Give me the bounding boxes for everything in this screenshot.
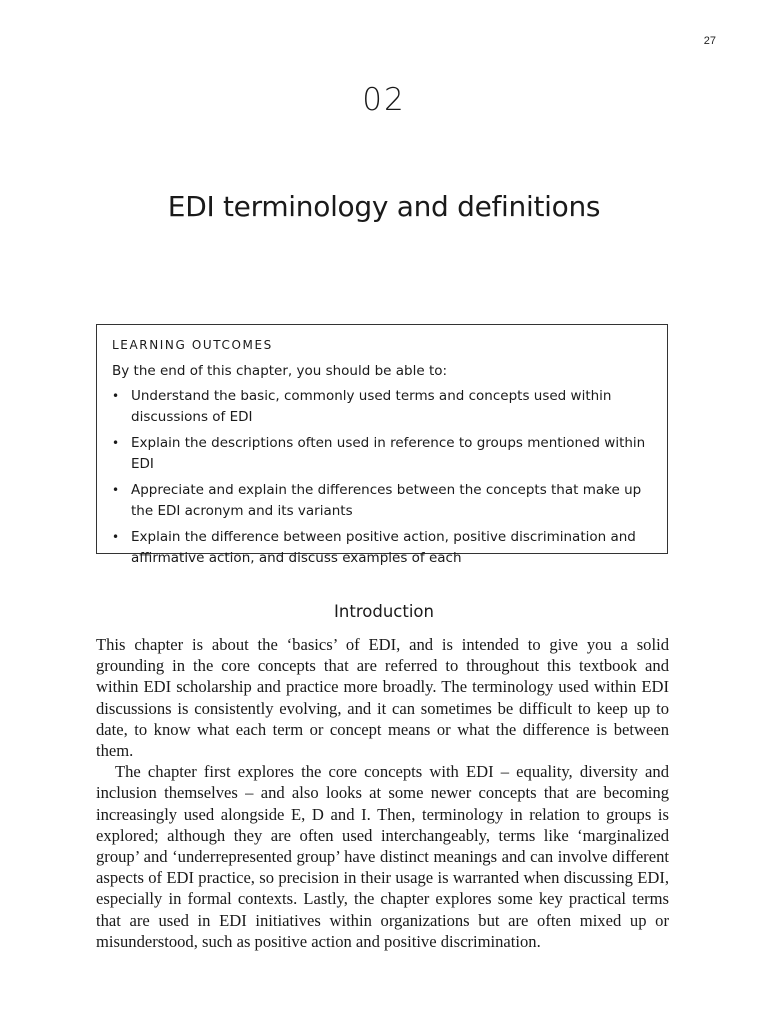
bullet-icon: •: [112, 389, 120, 403]
body-paragraph: The chapter first explores the core concepts with EDI – equality, diversity and inclusion themselves – and also looks at some newer concepts that are becoming increasingly used alongside E, D and I. Then, terminology in relation to groups is explored; although they are often used interchangeably, terms like ‘marginalized group’ and ‘underrepresented group’ have distinct meanings and can involve different aspects of EDI practice, so precision in their usage is warranted when discussing EDI, especially in formal contexts. Lastly, the chapter explores some key practical terms that are used in EDI initiatives within organizations but are often mixed up or misunderstood, such as positive action and positive discrimination.: [96, 762, 669, 951]
learning-outcomes-list: [112, 386, 651, 569]
bullet-icon: •: [112, 530, 120, 544]
learning-outcomes-intro: By the end of this chapter, you should be able to:: [112, 363, 448, 379]
bullet-icon: •: [112, 483, 120, 497]
body-text: [96, 634, 669, 952]
learning-outcome-item: [112, 433, 651, 475]
page-number: 27: [703, 35, 716, 47]
learning-outcome-item: [112, 527, 651, 569]
learning-outcomes-box: [96, 324, 668, 566]
chapter-number: 02: [362, 82, 406, 118]
learning-outcome-text: Explain the difference between positive action, positive discrimination and affirmative action, and discuss examples of each: [131, 529, 636, 566]
learning-outcome-text: Appreciate and explain the differences between the concepts that make up the EDI acronym and its variants: [131, 482, 642, 519]
learning-outcome-text: Explain the descriptions often used in reference to groups mentioned within EDI: [131, 435, 646, 472]
bullet-icon: •: [112, 436, 120, 450]
learning-outcome-text: Understand the basic, commonly used terms and concepts used within discussions of EDI: [131, 388, 612, 425]
learning-outcome-item: [112, 480, 651, 522]
chapter-title: EDI terminology and definitions: [167, 190, 601, 223]
learning-outcomes-heading: LEARNING OUTCOMES: [112, 338, 273, 352]
section-heading-introduction: Introduction: [334, 602, 434, 621]
body-paragraph: This chapter is about the ‘basics’ of EDI, and is intended to give you a solid grounding in the core concepts that are referred to throughout this textbook and within EDI scholarship and practice more broadly. The terminology used within EDI discussions is consistently evolving, and it can sometimes be difficult to keep up to date, to know what each term or concept means or what the difference is between them.: [96, 635, 669, 761]
learning-outcome-item: [112, 386, 651, 428]
